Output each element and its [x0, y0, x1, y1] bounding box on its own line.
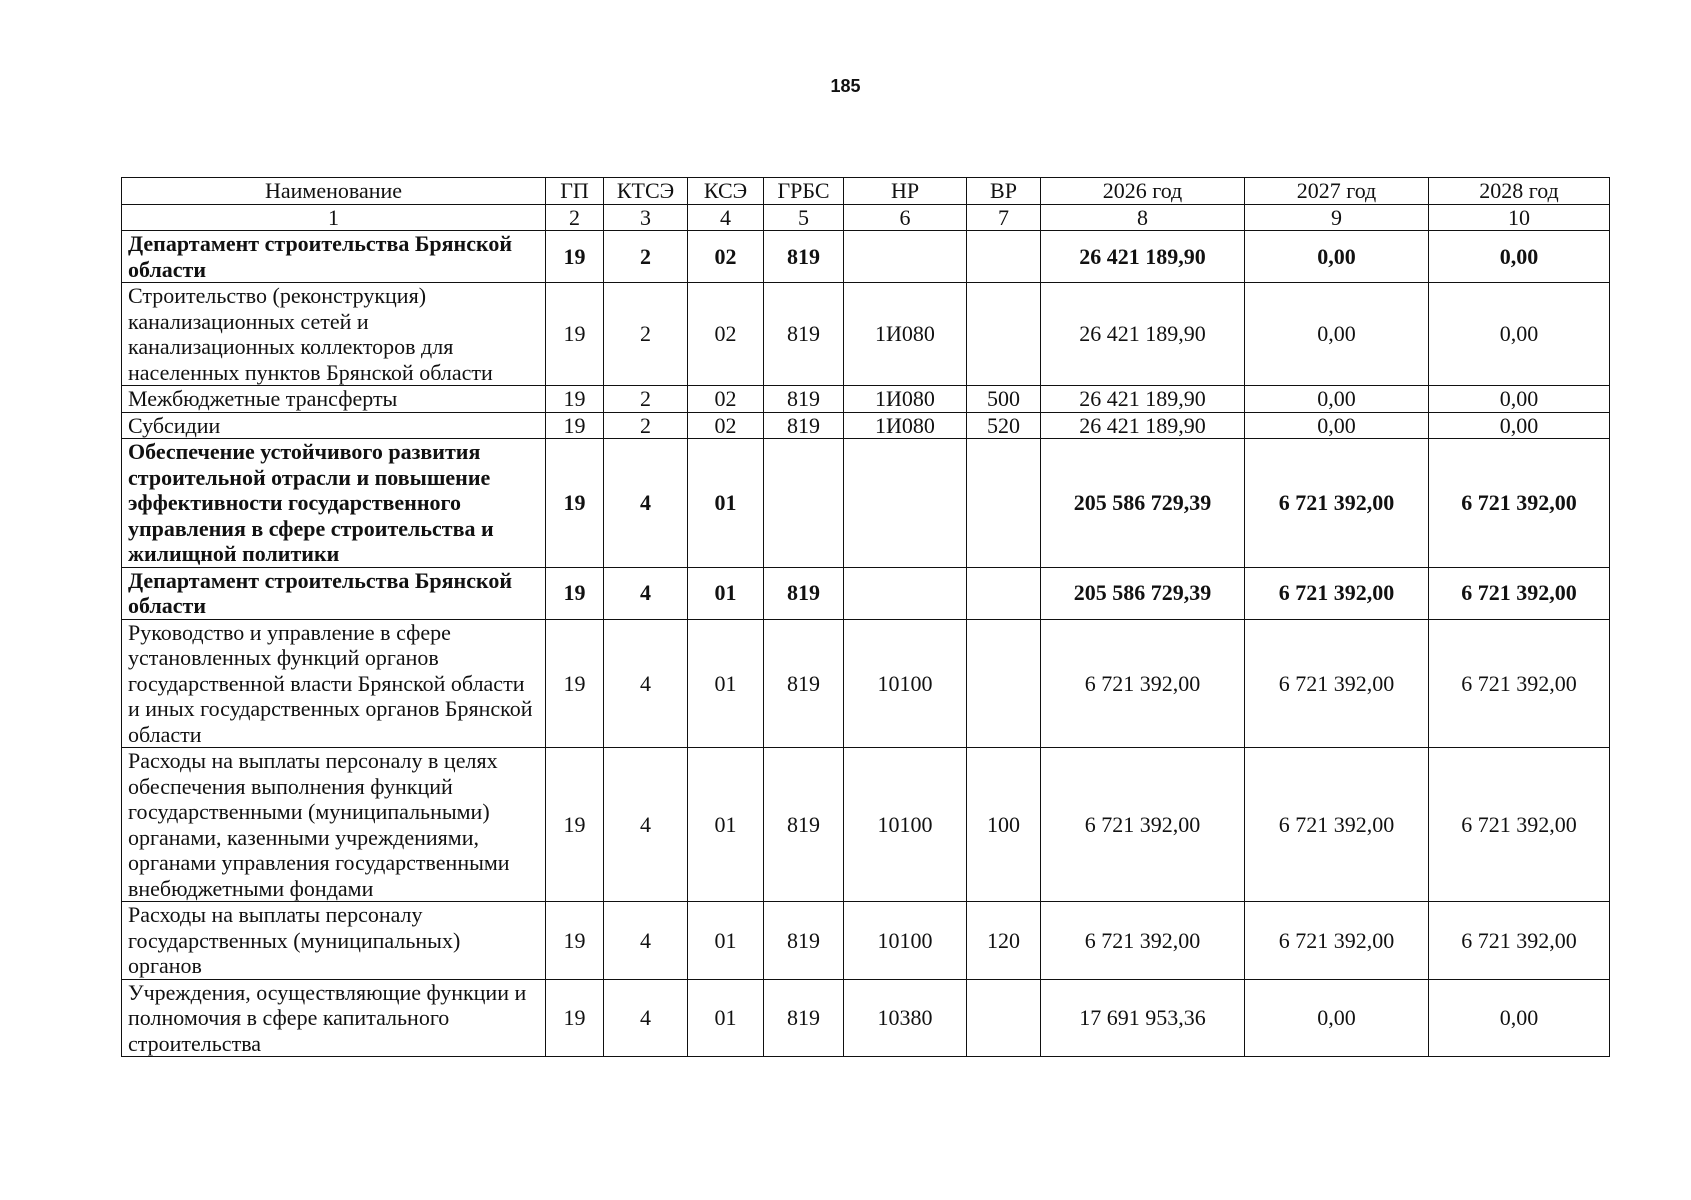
- cell-2027: 0,00: [1245, 979, 1429, 1057]
- header-gp: ГП: [546, 178, 604, 205]
- cell-nr: 1И080: [844, 283, 967, 386]
- column-number: 1: [122, 204, 546, 231]
- cell-kse: 02: [688, 412, 764, 439]
- cell-ktse: 4: [604, 902, 688, 980]
- cell-2026: 26 421 189,90: [1041, 231, 1245, 283]
- table-row: [122, 567, 1610, 619]
- header-row: [122, 178, 1610, 205]
- cell-2026: 6 721 392,00: [1041, 748, 1245, 902]
- cell-gp: 19: [546, 439, 604, 568]
- cell-kse: 02: [688, 283, 764, 386]
- cell-2028: 6 721 392,00: [1429, 902, 1610, 980]
- cell-2028: 6 721 392,00: [1429, 748, 1610, 902]
- column-number: 9: [1245, 204, 1429, 231]
- cell-2027: 0,00: [1245, 386, 1429, 413]
- cell-2028: 0,00: [1429, 412, 1610, 439]
- table-row: [122, 979, 1610, 1057]
- column-number: 5: [764, 204, 844, 231]
- cell-ktse: 2: [604, 386, 688, 413]
- cell-nr: 1И080: [844, 412, 967, 439]
- cell-gp: 19: [546, 283, 604, 386]
- column-number: 4: [688, 204, 764, 231]
- cell-ktse: 2: [604, 283, 688, 386]
- cell-2028: 0,00: [1429, 386, 1610, 413]
- cell-nr: [844, 567, 967, 619]
- cell-ktse: 4: [604, 979, 688, 1057]
- row-name: Руководство и управление в сфере установленных функций органов государственной власти Брянской области и иных государственных органов Брянской области: [122, 619, 546, 748]
- cell-2026: 17 691 953,36: [1041, 979, 1245, 1057]
- cell-vr: [967, 439, 1041, 568]
- row-name: Учреждения, осуществляющие функции и полномочия в сфере капитального строительства: [122, 979, 546, 1057]
- table-body: [122, 231, 1610, 1057]
- header-2028: 2028 год: [1429, 178, 1610, 205]
- row-name: Расходы на выплаты персоналу государственных (муниципальных) органов: [122, 902, 546, 980]
- cell-grbs: 819: [764, 619, 844, 748]
- cell-2028: 6 721 392,00: [1429, 567, 1610, 619]
- cell-2027: 0,00: [1245, 283, 1429, 386]
- cell-kse: 01: [688, 748, 764, 902]
- cell-kse: 01: [688, 902, 764, 980]
- cell-grbs: 819: [764, 748, 844, 902]
- cell-kse: 02: [688, 231, 764, 283]
- cell-ktse: 4: [604, 439, 688, 568]
- column-number: 7: [967, 204, 1041, 231]
- header-ktse: КТСЭ: [604, 178, 688, 205]
- cell-2028: 0,00: [1429, 979, 1610, 1057]
- row-name: Субсидии: [122, 412, 546, 439]
- cell-2027: 0,00: [1245, 412, 1429, 439]
- cell-ktse: 2: [604, 231, 688, 283]
- cell-grbs: 819: [764, 412, 844, 439]
- cell-vr: [967, 231, 1041, 283]
- header-vr: ВР: [967, 178, 1041, 205]
- cell-2027: 6 721 392,00: [1245, 619, 1429, 748]
- row-name: Обеспечение устойчивого развития строительной отрасли и повышение эффективности государственного управления в сфере строительства и жилищной политики: [122, 439, 546, 568]
- row-name: Межбюджетные трансферты: [122, 386, 546, 413]
- cell-2026: 6 721 392,00: [1041, 902, 1245, 980]
- cell-2027: 6 721 392,00: [1245, 439, 1429, 568]
- cell-2026: 26 421 189,90: [1041, 283, 1245, 386]
- table-row: [122, 902, 1610, 980]
- cell-grbs: 819: [764, 386, 844, 413]
- cell-gp: 19: [546, 567, 604, 619]
- cell-2028: 6 721 392,00: [1429, 439, 1610, 568]
- header-name: Наименование: [122, 178, 546, 205]
- column-number: 8: [1041, 204, 1245, 231]
- cell-gp: 19: [546, 748, 604, 902]
- cell-grbs: 819: [764, 283, 844, 386]
- cell-nr: 10100: [844, 902, 967, 980]
- cell-kse: 01: [688, 567, 764, 619]
- cell-vr: [967, 283, 1041, 386]
- cell-grbs: 819: [764, 567, 844, 619]
- cell-ktse: 4: [604, 748, 688, 902]
- cell-gp: 19: [546, 619, 604, 748]
- table-header: [122, 178, 1610, 231]
- cell-ktse: 2: [604, 412, 688, 439]
- cell-gp: 19: [546, 902, 604, 980]
- table-row: [122, 283, 1610, 386]
- cell-nr: 10380: [844, 979, 967, 1057]
- cell-vr: 520: [967, 412, 1041, 439]
- page-number: 185: [830, 76, 861, 96]
- row-name: Департамент строительства Брянской области: [122, 231, 546, 283]
- table-row: [122, 619, 1610, 748]
- cell-2027: 6 721 392,00: [1245, 567, 1429, 619]
- cell-2026: 205 586 729,39: [1041, 567, 1245, 619]
- row-name: Департамент строительства Брянской области: [122, 567, 546, 619]
- cell-grbs: 819: [764, 231, 844, 283]
- column-number: 2: [546, 204, 604, 231]
- cell-2026: 26 421 189,90: [1041, 386, 1245, 413]
- cell-2026: 205 586 729,39: [1041, 439, 1245, 568]
- cell-gp: 19: [546, 386, 604, 413]
- header-2026: 2026 год: [1041, 178, 1245, 205]
- cell-2026: 26 421 189,90: [1041, 412, 1245, 439]
- cell-kse: 01: [688, 619, 764, 748]
- table-row: [122, 231, 1610, 283]
- row-name: Расходы на выплаты персоналу в целях обеспечения выполнения функций государственными (муниципальными) органами, казенными учреждениями, органами управления государственными внебюджетными фондами: [122, 748, 546, 902]
- cell-vr: [967, 619, 1041, 748]
- cell-kse: 02: [688, 386, 764, 413]
- cell-grbs: [764, 439, 844, 568]
- cell-vr: [967, 979, 1041, 1057]
- cell-2027: 6 721 392,00: [1245, 748, 1429, 902]
- cell-grbs: 819: [764, 979, 844, 1057]
- cell-2027: 6 721 392,00: [1245, 902, 1429, 980]
- cell-nr: 1И080: [844, 386, 967, 413]
- cell-vr: 120: [967, 902, 1041, 980]
- table-row: [122, 748, 1610, 902]
- cell-gp: 19: [546, 979, 604, 1057]
- cell-vr: 500: [967, 386, 1041, 413]
- cell-2028: 6 721 392,00: [1429, 619, 1610, 748]
- cell-kse: 01: [688, 439, 764, 568]
- cell-vr: [967, 567, 1041, 619]
- column-number: 6: [844, 204, 967, 231]
- budget-table: [121, 177, 1610, 1057]
- cell-2028: 0,00: [1429, 231, 1610, 283]
- column-number-row: [122, 204, 1610, 231]
- header-kse: КСЭ: [688, 178, 764, 205]
- table-row: [122, 412, 1610, 439]
- cell-nr: 10100: [844, 619, 967, 748]
- header-grbs: ГРБС: [764, 178, 844, 205]
- cell-kse: 01: [688, 979, 764, 1057]
- cell-ktse: 4: [604, 619, 688, 748]
- header-nr: НР: [844, 178, 967, 205]
- cell-2027: 0,00: [1245, 231, 1429, 283]
- header-2027: 2027 год: [1245, 178, 1429, 205]
- cell-nr: [844, 439, 967, 568]
- cell-2028: 0,00: [1429, 283, 1610, 386]
- table-row: [122, 439, 1610, 568]
- column-number: 3: [604, 204, 688, 231]
- cell-2026: 6 721 392,00: [1041, 619, 1245, 748]
- cell-ktse: 4: [604, 567, 688, 619]
- cell-vr: 100: [967, 748, 1041, 902]
- cell-gp: 19: [546, 231, 604, 283]
- cell-nr: 10100: [844, 748, 967, 902]
- cell-nr: [844, 231, 967, 283]
- table-row: [122, 386, 1610, 413]
- row-name: Строительство (реконструкция) канализационных сетей и канализационных коллекторов для населенных пунктов Брянской области: [122, 283, 546, 386]
- cell-gp: 19: [546, 412, 604, 439]
- column-number: 10: [1429, 204, 1610, 231]
- cell-grbs: 819: [764, 902, 844, 980]
